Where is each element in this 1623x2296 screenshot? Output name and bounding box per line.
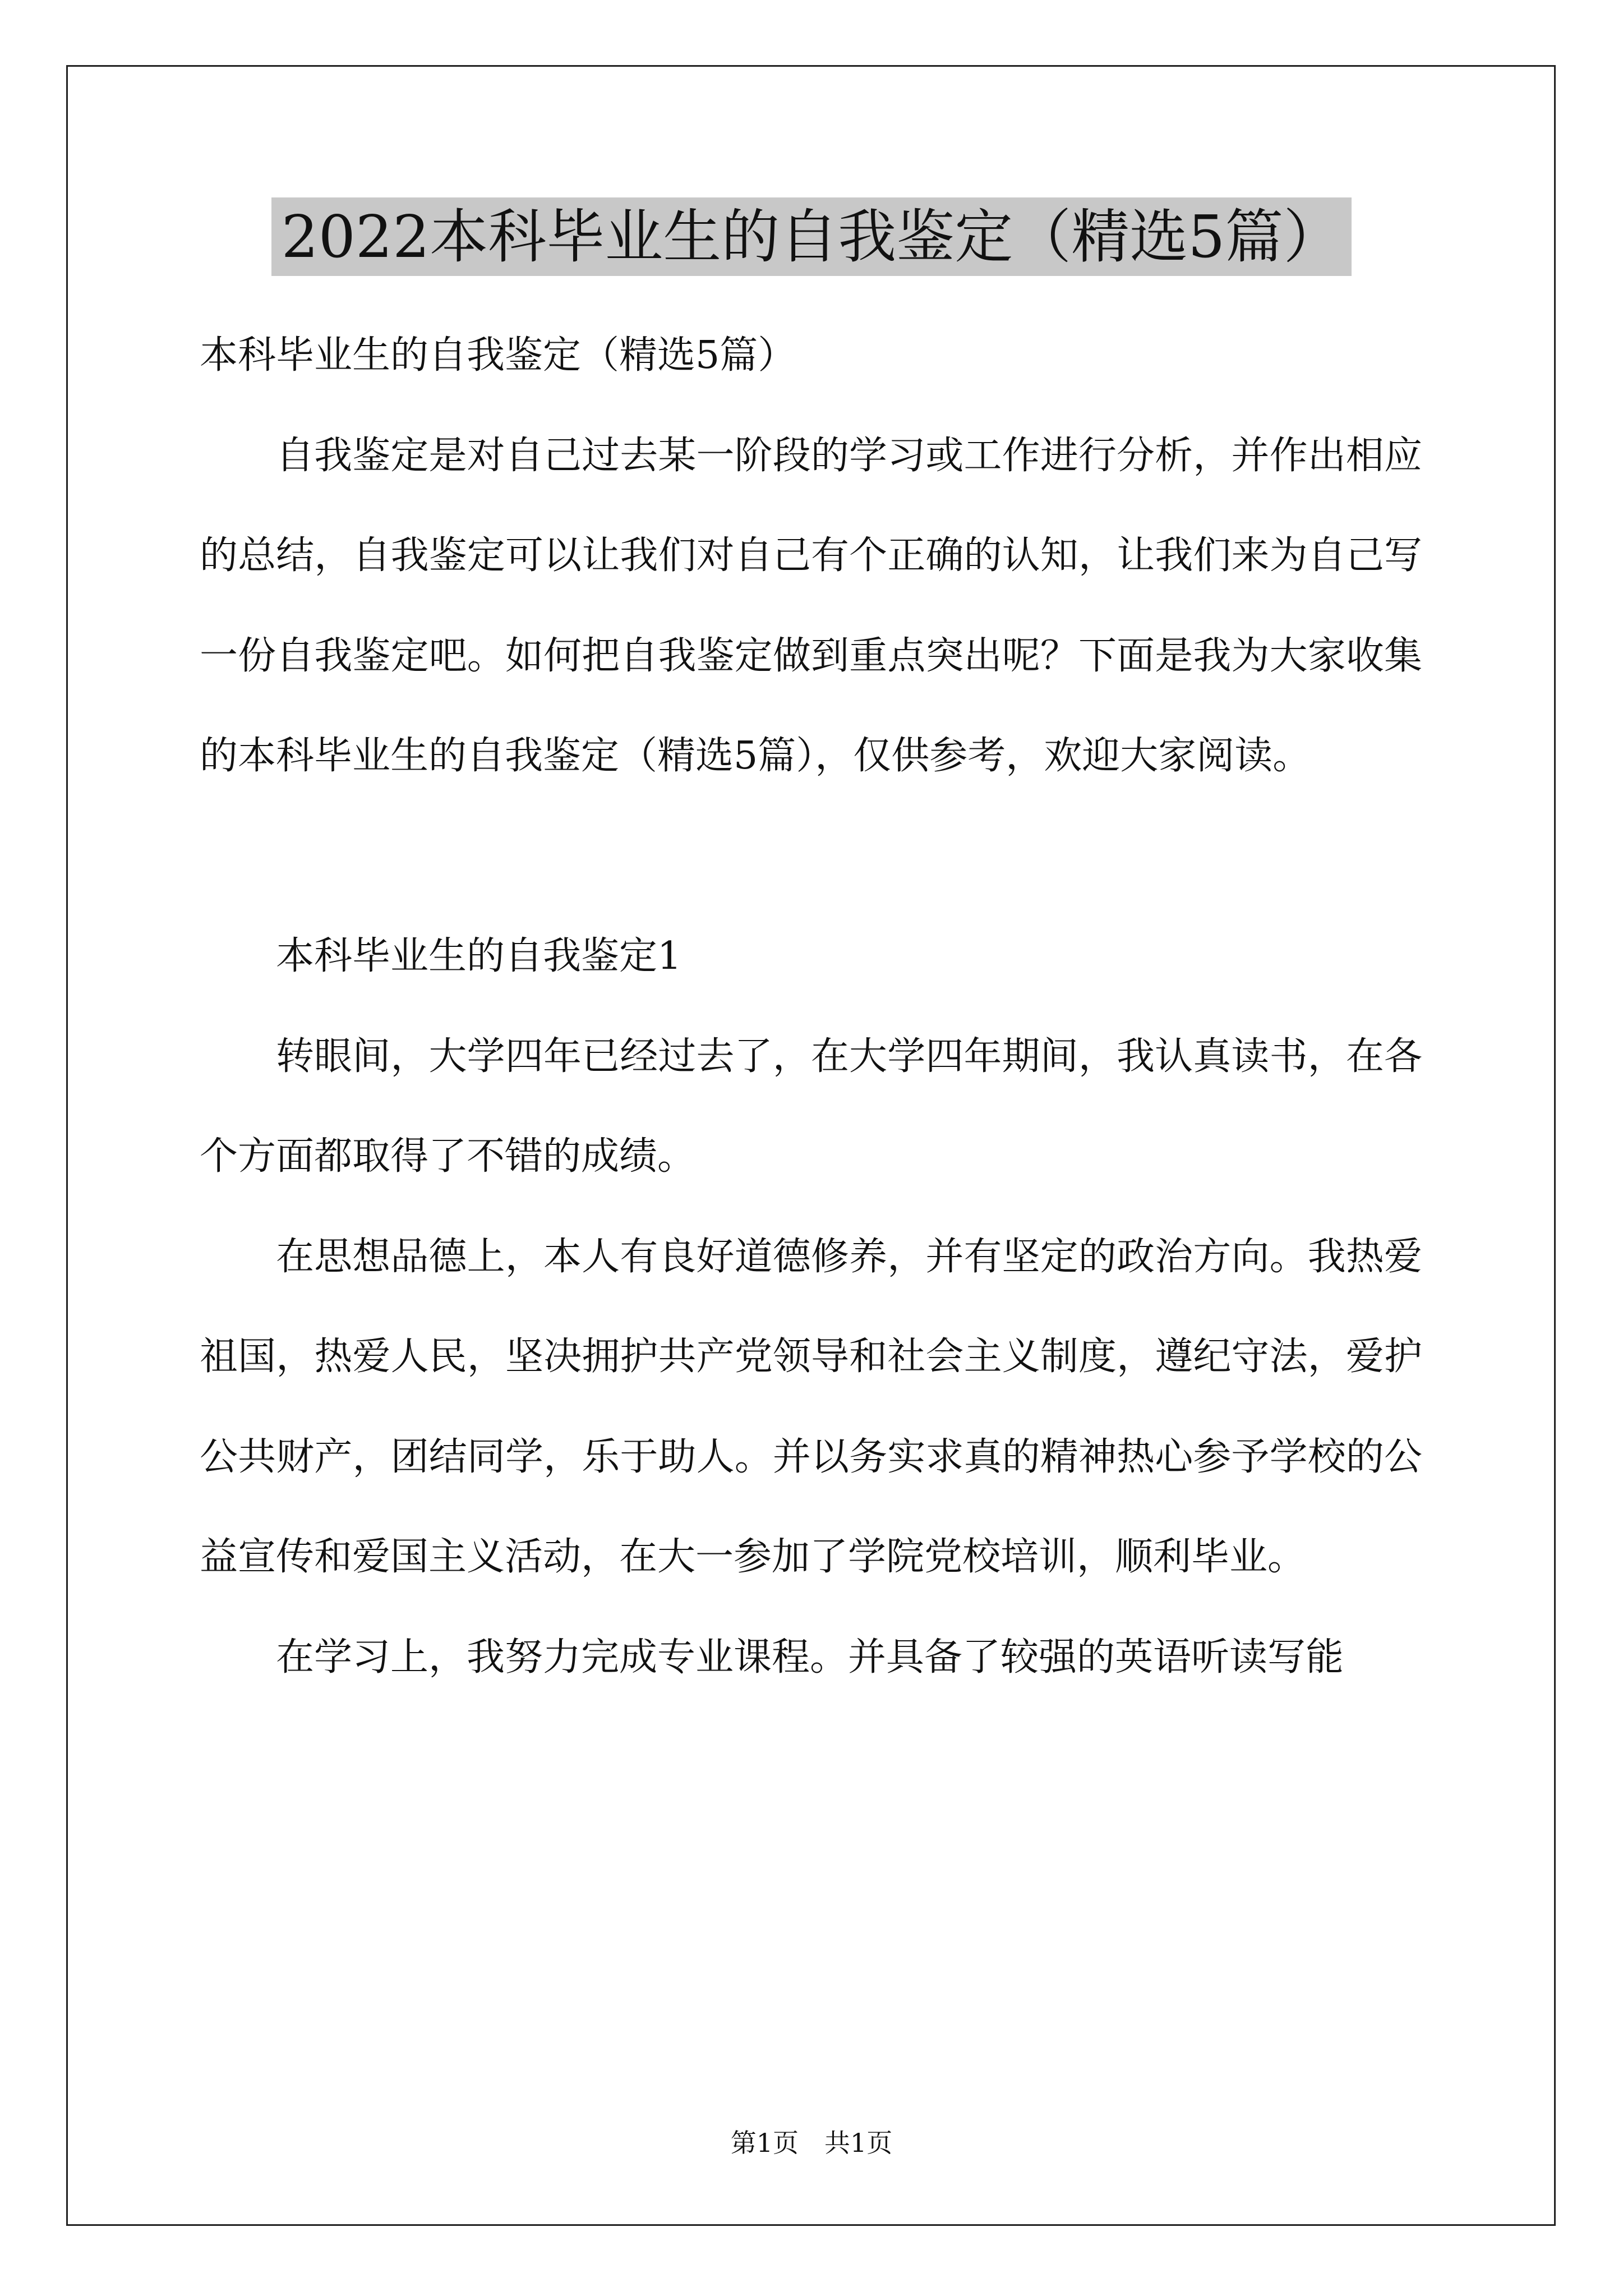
- section-heading: 本科毕业生的自我鉴定1: [276, 934, 682, 978]
- body-paragraph: 在思想品德上，本人有良好道德修养，并有坚定的政治方向。我热爱祖国，热爱人民，坚决拥护共产党领导和社会主义制度，遵纪守法，爱护公共财产，团结同学，乐于助人。并以务实求真的精神热心参予学校的公益宣传和爱国主义活动，在大一参加了学院党校培训，顺利毕业。: [200, 1234, 1422, 1579]
- document-body: [200, 306, 1422, 1708]
- document-subtitle: 本科毕业生的自我鉴定（精选5篇）: [200, 333, 796, 378]
- intro-paragraph: 自我鉴定是对自己过去某一阶段的学习或工作进行分析，并作出相应的总结，自我鉴定可以让我们对自己有个正确的认知，让我们来为自己写一份自我鉴定吧。如何把自我鉴定做到重点突出呢？下面是我为大家收集的本科毕业生的自我鉴定（精选5篇），仅供参考，欢迎大家阅读。: [200, 433, 1422, 778]
- body-paragraph: 转眼间，大学四年已经过去了，在大学四年期间，我认真读书，在各个方面都取得了不错的成绩。: [200, 1034, 1422, 1179]
- page-footer: 第1页 共1页: [730, 2128, 893, 2158]
- blank-line: [200, 807, 1422, 907]
- document-title: 2022本科毕业生的自我鉴定（精选5篇）: [271, 197, 1352, 276]
- title-container: [0, 197, 1623, 276]
- body-paragraph: 在学习上，我努力完成专业课程。并具备了较强的英语听读写能: [276, 1635, 1344, 1680]
